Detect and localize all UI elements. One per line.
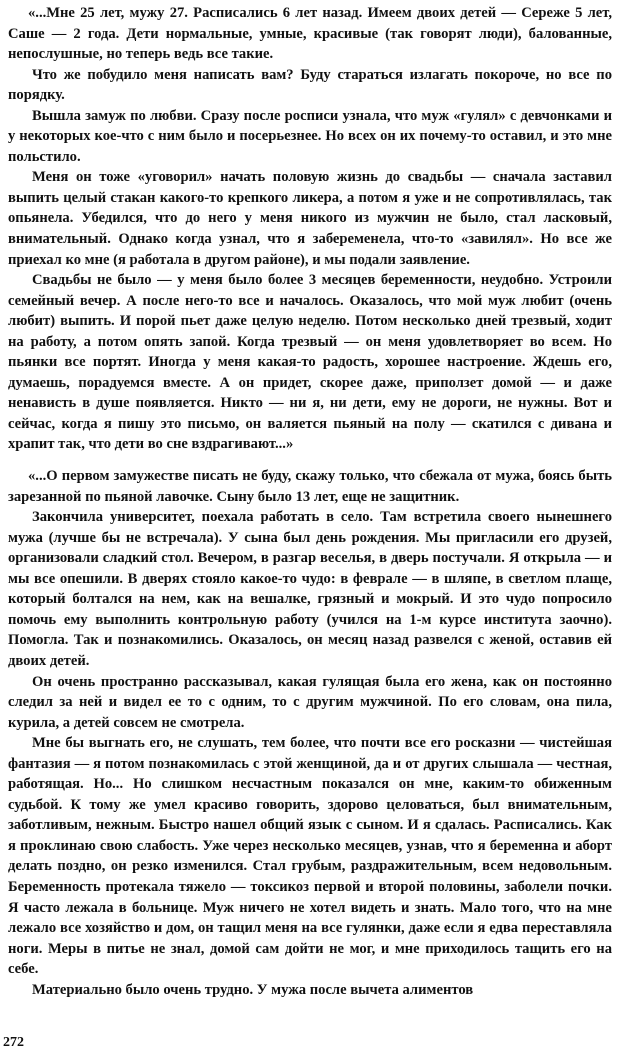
- paragraph: Вышла замуж по любви. Сразу после росписи узнала, что муж «гулял» с девчонками и у некоторых кое-что с ним было и посерьезнее. Но всех он их почему-то оставил, и это мне польстило.: [8, 107, 612, 165]
- paragraph: Закончила университет, поехала работать в село. Там встретила своего нынешнего мужа (лучше бы не встречала). У сына был день рождения. Мы пригласили его друзей, организовали сладкий стол. Вечером, в разгар веселья, в дверь постучали. Я открыла — и мы все опешили. В дверях стояло какое-то чудо: в феврале — в шляпе, в светлом плаще, который болтался на нем, как на вешалке, грязный и мокрый. И это чудо попросило помочь ему выполнить контрольную работу (учился на 1-м курсе института заочно). Помогла. Так и познакомились. Оказалось, он месяц назад развелся с женой, оставив ей двоих детей.: [8, 509, 612, 669]
- paragraph: Он очень пространно рассказывал, какая гулящая была его жена, как он постоянно следил за ней и видел ее то с одним, то с другим мужчиной. По его словам, она пила, курила, а детей совсем не смотрела.: [8, 673, 612, 731]
- paragraph: Материально было очень трудно. У мужа после вычета алиментов: [32, 981, 474, 998]
- paragraph: Меня он тоже «уговорил» начать половую жизнь до свадьбы — сначала заставил выпить целый стакан какого-то крепкого ликера, а потом я уже и не сопротивлялась, так опьянела. Убедился, что до него у меня никого из мужчин не было, стал ласковый, внимательный. Однако когда узнал, что я забеременела, что-то «завилял». Но все же приехал ко мне (я работала в другом районе), и мы подали заявление.: [8, 169, 612, 268]
- paragraph: Что же побудило меня написать вам? Буду стараться излагать покороче, но все по порядку.: [8, 66, 612, 104]
- page-text: [8, 3, 612, 1000]
- paragraph: Мне бы выгнать его, не слушать, тем более, что почти все его росказни — чистейшая фантазия — я потом познакомилась с этой женщиной, да и от других слышала — честная, работящая. Но... Но слишком несчастным показался он мне, каким-то обиженным судьбой. К тому же умел красиво говорить, здорово целоваться, был внимательным, заботливым, нежным. Быстро нашел общий язык с сыном. И я сдалась. Расписались. Как я проклинаю свою слабость. Уже через несколько месяцев, узнав, что я беременна и аборт делать поздно, он резко изменился. Стал грубым, раздражительным, всем недовольным. Беременность протекала тяжело — токсикоз первой и второй половины, заболели почки. Я часто лежала в больнице. Муж ничего не хотел видеть и знать. Мало того, что на мне лежало все хозяйство и дом, он тащил меня на все гулянки, даже если я едва переставляла ноги. Меры в питье не знал, домой сам дойти не мог, и мне приходилось тащить его на себе.: [8, 735, 612, 978]
- page-number: 272: [3, 1035, 24, 1050]
- paragraph: «...О первом замужестве писать не буду, скажу только, что сбежала от мужа, боясь быть зарезанной по пьяной лавочке. Сыну было 13 лет, еще не защитник.: [8, 468, 612, 505]
- paragraph: «...Мне 25 лет, мужу 27. Расписались 6 лет назад. Имеем двоих детей — Сереже 5 лет, Саше — 2 года. Дети нормальные, умные, красивые (так говорят люди), балованные, непослушные, но теперь ведь все такие.: [8, 5, 612, 63]
- paragraph: Свадьбы не было — у меня было более 3 месяцев беременности, неудобно. Устроили семейный вечер. А после него-то все и началось. Оказалось, что мой муж любит (очень любит) выпить. И порой пьет даже целую неделю. Потом несколько дней трезвый, ходит на работу, а потом опять запой. Когда трезвый — он меня удовлетворяет во всем. Но пьянки все портят. Иногда у меня какая-то радость, хорошее настроение. Ждешь его, думаешь, порадуемся вместе. А он придет, скорее даже, приползет домой — и даже ненависть в душе появляется. Никто — ни я, ни дети, ему не дороги, не нужны. Вот и сейчас, когда я пишу это письмо, он валяется пьяный на полу — скатился с дивана и храпит так, что дети во сне вздрагивают...»: [8, 272, 612, 453]
